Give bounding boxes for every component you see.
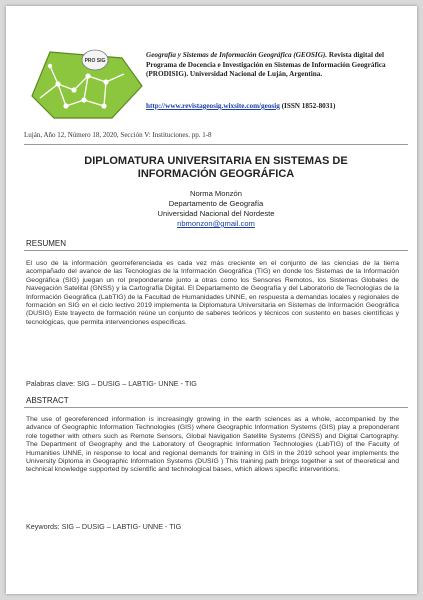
resumen-keywords-list: SIG – DUSIG – LABTIG- UNNE - TIG (77, 379, 197, 388)
journal-url-line (146, 102, 408, 110)
abstract-keywords-list: SIG – DUSIG – LABTIG- UNNE - TIG (61, 522, 182, 531)
article-title-line2: INFORMACIÓN GEOGRÁFICA (137, 167, 295, 180)
prosig-logo-text: PRO SIG (84, 58, 106, 64)
resumen-keywords (26, 379, 197, 388)
journal-name: Geografía y Sistemas de Información Geográfica (GEOSIG). (146, 51, 328, 59)
header-divider (24, 144, 408, 145)
article-title (24, 155, 408, 180)
abstract-text: The use of georeferenced information is increasingly growing in the earth sciences as a whole, accompanied by the advance of Geographic Information Technologies (GIS) where Geographic Information Systems (GIS) play a preponderant role together with others such as Remote Sensors, Global Navigation Satellite Systems (GNSS) and Digital Cartography. The Department of Geography and the Laboratory of Geographic Information Technologies (LabTIG) of the Faculty of Humanities UNNE, in response to local and regional demands for training in GIS in the 2019 school year implements the University Diploma in Geographic Information Systems (DUSIG ) This training path brings together a set of theoretical and technical knowledge supported by scientific and technological bases, which allows specific interventions. (26, 416, 399, 474)
document-page (6, 6, 417, 594)
resumen-heading: RESUMEN (26, 239, 67, 248)
abstract-keywords-label: Keywords: (26, 522, 60, 531)
author-department: Departamento de Geografía (168, 199, 264, 208)
journal-issn: (ISSN 1852-8031) (281, 102, 336, 110)
journal-header (146, 51, 408, 80)
journal-url-link[interactable]: http://www.revistageosig.wixsite.com/geosig (146, 102, 280, 110)
author-university: Universidad Nacional del Nordeste (157, 209, 275, 218)
abstract-heading: ABSTRACT (26, 396, 69, 405)
abstract-keywords (26, 522, 181, 531)
resumen-divider (24, 250, 408, 251)
resumen-keywords-label: Palabras clave: (26, 379, 76, 388)
author-email-link[interactable]: nbmonzon@gmail.com (177, 219, 255, 228)
abstract-divider (24, 407, 408, 408)
author-block (24, 189, 408, 229)
article-title-line1: DIPLOMATURA UNIVERSITARIA EN SISTEMAS DE (84, 155, 348, 167)
resumen-text: El uso de la información georreferenciada es cada vez más creciente en el conjunto de las ciencias de la tierra acompañado del avance de las Tecnologías de la Información Geográfica (TIG) en donde los Sistemas de la Información Geográfica (SIG) juegan un rol preponderante junto a otras como los Sensores Remotos, los Sistemas Globales de Navegación Satelital (GNSS) y la Cartografía Digital. El Departamento de Geografía y del Laboratorio de Tecnologías de la Información Geográfica (LabTIG) de la Facultad de Humanidades UNNE, en respuesta a demandas locales y regionales de formación en SIG en el ciclo lectivo 2019 implementa la Diplomatura Universitaria en Sistemas de Información Geográfica (DUSIG) Este trayecto de formación reúne un conjunto de saberes teóricos y técnicos con sustento en bases científicas y tecnológicas, que permita intervenciones específicas. (26, 260, 399, 326)
issue-line: Luján, Año 12, Número 18, 2020, Sección V: Instituciones. pp. 1-8 (24, 131, 212, 139)
author-name: Norma Monzón (190, 189, 242, 198)
journal-description: Revista digital del Programa de Docencia e Investigación en Sistemas de Información Geográfica (PRODISIG). Universidad Nacional de Luján, Argentina. (146, 51, 386, 79)
prosig-logo-icon (28, 44, 146, 124)
